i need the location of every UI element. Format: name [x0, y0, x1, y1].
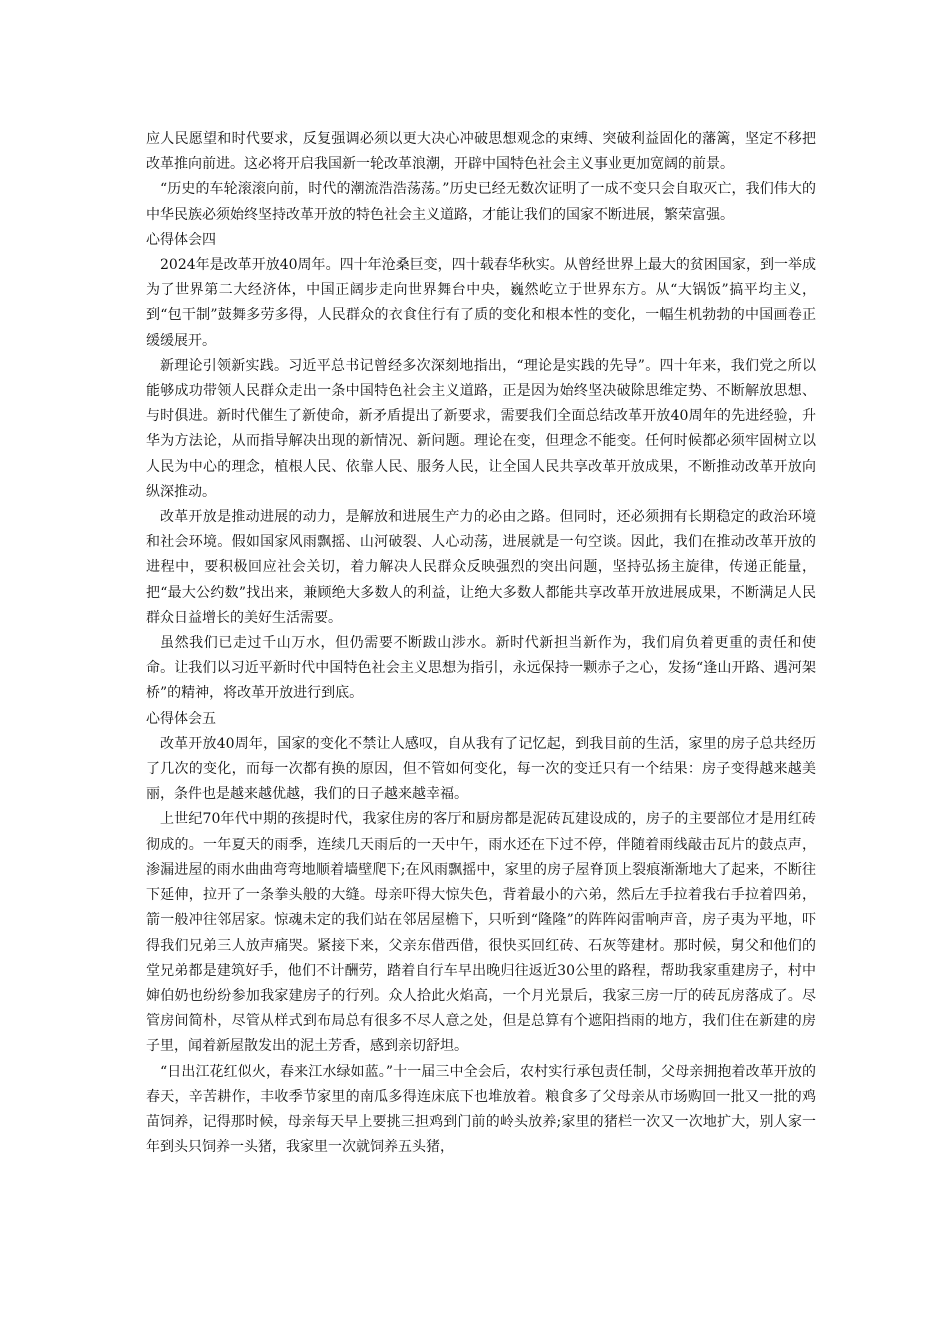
- paragraph: “历史的车轮滚滚向前，时代的潮流浩浩荡荡。”历史已经无数次证明了一成不变只会自取灭亡，我们伟大的中华民族必须始终坚持改革开放的特色社会主义道路，才能让我们的国家不断进展，繁荣富强。: [146, 181, 816, 223]
- section-heading-five: 心得体会五: [146, 710, 216, 727]
- paragraph: 上世纪70年代中期的孩提时代，我家住房的客厅和厨房都是泥砖瓦建设成的，房子的主要部位才是用红砖彻成的。一年夏天的雨季，连续几天雨后的一天中午，雨水还在下过不停，伴随着雨线敲击瓦片的鼓点声，渗漏进屋的雨水曲曲弯弯地顺着墙壁爬下;在风雨飘摇中，家里的房子屋脊顶上裂痕渐渐地大了起来，不断往下延伸，拉开了一条拳头般的大缝。母亲吓得大惊失色，背着最小的六弟，然后左手拉着我右手拉着四弟，箭一般冲往邻居家。惊魂未定的我们站在邻居屋檐下，只听到“隆隆”的阵阵闷雷响声音，房子夷为平地，吓得我们兄弟三人放声痛哭。紧接下来，父亲东借西借，很快买回红砖、石灰等建材。那时候，舅父和他们的堂兄弟都是建筑好手，他们不计酬劳，踏着自行车早出晚归往返近30公里的路程，帮助我家重建房子，村中婶伯奶也纷纷参加我家建房子的行列。众人拾此火焰高，一个月光景后，我家三房一厅的砖瓦房落成了。尽管房间简朴，尽管从样式到布局总有很多不尽人意之处，但是总算有个遮阳挡雨的地方，我们住在新建的房子里，闻着新屋散发出的泥土芳香，感到亲切舒坦。: [146, 811, 816, 1055]
- paragraph: 改革开放40周年，国家的变化不禁让人感叹，自从我有了记忆起，到我目前的生活，家里的房子总共经历了几次的变化，而每一次都有换的原因，但不管如何变化，每一次的变迁只有一个结果：房子变得越来越美丽，条件也是越来越优越，我们的日子越来越幸福。: [146, 735, 816, 803]
- paragraph: 改革开放是推动进展的动力，是解放和进展生产力的必由之路。但同时，还必须拥有长期稳定的政治环境和社会环境。假如国家风雨飘摇、山河破裂、人心动荡，进展就是一句空谈。因此，我们在推动改革开放的进程中，要积极回应社会关切，着力解决人民群众反映强烈的突出问题，坚持弘扬主旋律，传递正能量，把“最大公约数”找出来，兼顾绝大多数人的利益，让绝大多数人都能共享改革开放进展成果，不断满足人民群众日益增长的美好生活需要。: [146, 509, 816, 626]
- paragraph: “日出江花红似火，春来江水绿如蓝。”十一届三中全会后，农村实行承包责任制，父母亲拥抱着改革开放的春天，辛苦耕作，丰收季节家里的南瓜多得连床底下也堆放着。粮食多了父母亲从市场购回一批又一批的鸡苗饲养，记得那时候，母亲每天早上要挑三担鸡到门前的岭头放养;家里的猪栏一次又一次地扩大，别人家一年到头只饲养一头猪，我家里一次就饲养五头猪，: [146, 1063, 816, 1156]
- paragraph: 新理论引领新实践。习近平总书记曾经多次深刻地指出，“理论是实践的先导”。四十年来，我们党之所以能够成功带领人民群众走出一条中国特色社会主义道路，正是因为始终坚决破除思维定势、不断解放思想、与时俱进。新时代催生了新使命，新矛盾提出了新要求，需要我们全面总结改革开放40周年的先进经验，升华为方法论，从而指导解决出现的新情况、新问题。理论在变，但理念不能变。任何时候都必须牢固树立以人民为中心的理念，植根人民、依靠人民、服务人民，让全国人民共享改革开放成果，不断推动改革开放向纵深推动。: [146, 357, 816, 500]
- section-heading-four: 心得体会四: [146, 231, 216, 248]
- paragraph: 虽然我们已走过千山万水，但仍需要不断跋山涉水。新时代新担当新作为，我们肩负着更重的责任和使命。让我们以习近平新时代中国特色社会主义思想为指引，永远保持一颗赤子之心，发扬“逢山开路、遇河架桥”的精神，将改革开放进行到底。: [146, 635, 816, 702]
- paragraph-continued: 应人民愿望和时代要求，反复强调必须以更大决心冲破思想观念的束缚、突破利益固化的藩篱，坚定不移把改革推向前进。这必将开启我国新一轮改革浪潮，开辟中国特色社会主义事业更加宽阔的前景。: [146, 131, 816, 173]
- document-body: [146, 127, 816, 1160]
- paragraph: 2024年是改革开放40周年。四十年沧桑巨变，四十载春华秋实。从曾经世界上最大的贫困国家，到一举成为了世界第二大经济体，中国正阔步走向世界舞台中央，巍然屹立于世界东方。从“大锅饭”搞平均主义，到“包干制”鼓舞多劳多得，人民群众的衣食住行有了质的变化和根本性的变化，一幅生机勃勃的中国画卷正缓缓展开。: [146, 257, 816, 349]
